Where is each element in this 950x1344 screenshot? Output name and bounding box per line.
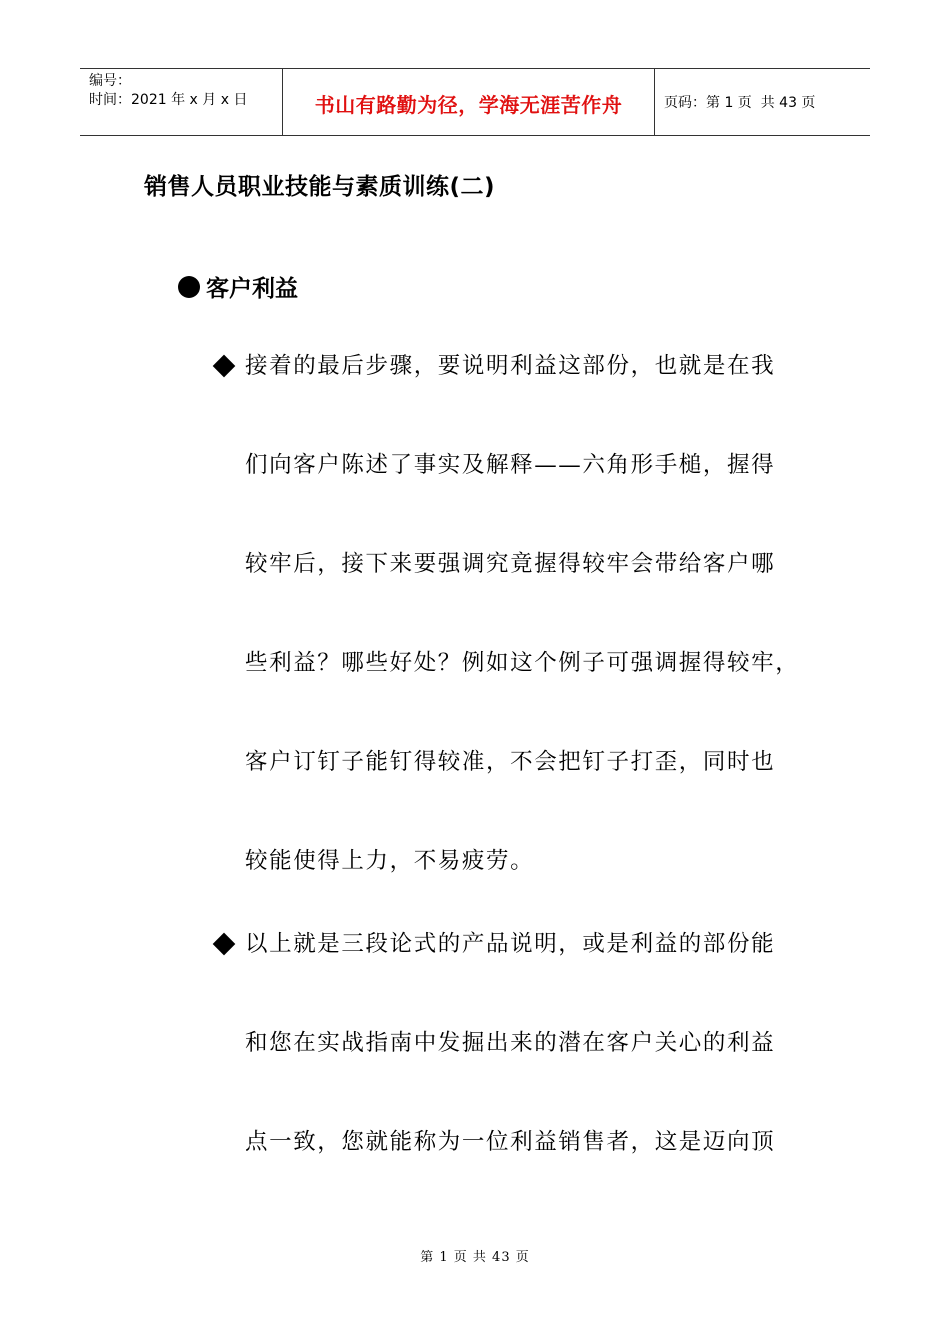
header-motto: 书山有路勤为径，学海无涯苦作舟	[314, 92, 623, 117]
diamond-bullet-icon	[213, 355, 236, 378]
paragraph-line: 点一致，您就能称为一位利益销售者，这是迈向顶	[245, 1129, 776, 1155]
header-meta-cell	[80, 69, 282, 135]
document-number-label: 编号：	[89, 73, 131, 89]
paragraph-line: 较能使得上力，不易疲劳。	[245, 848, 535, 874]
section-heading-text: 客户利益	[206, 276, 298, 302]
paragraph-line: 和您在实战指南中发掘出来的潜在客户关心的利益	[245, 1030, 776, 1056]
paragraph-line: 些利益？哪些好处？例如这个例子可强调握得较牢，	[245, 650, 800, 676]
paragraph-line: 接着的最后步骤，要说明利益这部份，也就是在我	[245, 353, 776, 379]
document-title: 销售人员职业技能与素质训练(二)	[144, 174, 496, 200]
paragraph-line: 客户订钉子能钉得较准，不会把钉子打歪，同时也	[245, 749, 776, 775]
section-heading	[178, 270, 298, 303]
page-header	[80, 68, 870, 136]
document-time-label: 时间：2021 年 x 月 x 日	[89, 92, 248, 108]
header-motto-cell	[282, 69, 655, 135]
bullet-dot-icon	[178, 276, 200, 298]
header-page-cell	[655, 69, 870, 135]
paragraph-line: 们向客户陈述了事实及解释——六角形手槌，握得	[245, 452, 776, 478]
header-page-number: 页码：第 1 页 共 43 页	[664, 95, 816, 111]
paragraph-line: 以上就是三段论式的产品说明，或是利益的部份能	[245, 931, 776, 957]
page-footer: 第 1 页 共 43 页	[420, 1250, 530, 1265]
diamond-bullet-icon	[213, 933, 236, 956]
paragraph-line: 较牢后，接下来要强调究竟握得较牢会带给客户哪	[245, 551, 776, 577]
